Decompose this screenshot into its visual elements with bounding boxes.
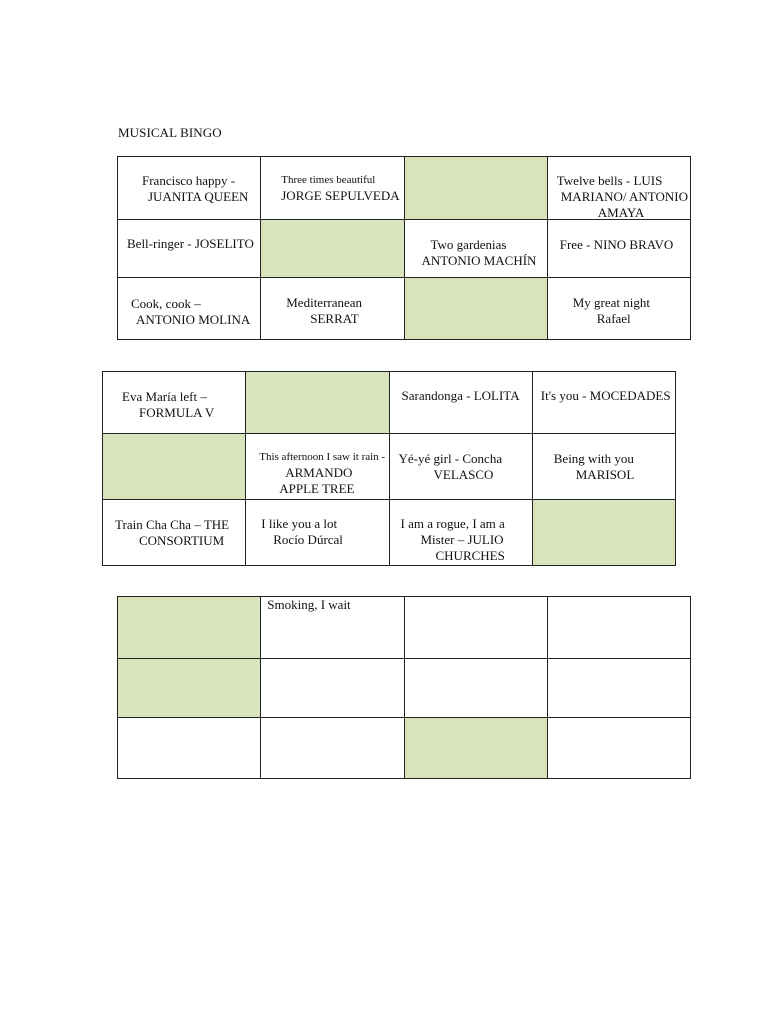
bingo-cell-blank bbox=[404, 718, 547, 779]
bingo-cell-empty bbox=[547, 718, 690, 779]
bingo-cell bbox=[547, 157, 690, 220]
bingo-cell bbox=[547, 278, 690, 340]
bingo-cell-blank bbox=[404, 278, 547, 340]
bingo-cell bbox=[532, 434, 675, 500]
song-line: Being with you bbox=[553, 451, 634, 466]
cell-text bbox=[560, 237, 674, 253]
bingo-cell bbox=[389, 434, 532, 500]
document-title: MUSICAL BINGO bbox=[118, 125, 222, 140]
cell-text bbox=[131, 296, 250, 328]
song-line: Mediterranean bbox=[286, 295, 363, 310]
cell-text bbox=[422, 237, 537, 269]
artist-line: CONSORTIUM bbox=[139, 533, 225, 548]
bingo-cell bbox=[103, 372, 246, 434]
song-line: Train Cha Cha – THE bbox=[115, 517, 230, 532]
artist-line: Rafael bbox=[596, 311, 631, 326]
bingo-cell bbox=[404, 220, 547, 278]
song-line: Cook, cook – bbox=[131, 296, 201, 311]
artist-line: VELASCO bbox=[433, 467, 494, 482]
artist-line: ANTONIO MOLINA bbox=[136, 312, 251, 327]
bingo-cell bbox=[389, 500, 532, 566]
bingo-cell-empty bbox=[404, 659, 547, 718]
bingo-card-2 bbox=[102, 371, 676, 566]
cell-text bbox=[122, 389, 214, 421]
bingo-cell-blank bbox=[532, 500, 675, 566]
song-line: Yé-yé girl - Concha bbox=[398, 451, 503, 466]
bingo-cell bbox=[532, 372, 675, 434]
bingo-cell bbox=[118, 278, 261, 340]
bingo-cell bbox=[547, 220, 690, 278]
artist-line: Mister – JULIO bbox=[420, 532, 504, 547]
artist-line: CHURCHES bbox=[435, 548, 505, 563]
artist-line: AMAYA bbox=[597, 205, 645, 220]
bingo-cell-empty bbox=[404, 597, 547, 659]
bingo-cell-empty bbox=[261, 659, 404, 718]
bingo-cell-empty bbox=[118, 718, 261, 779]
bingo-cell bbox=[261, 597, 404, 659]
cell-text bbox=[286, 295, 362, 327]
song-line: This afternoon I saw it rain - bbox=[259, 451, 386, 463]
bingo-cell bbox=[246, 434, 389, 500]
artist-line: SERRAT bbox=[310, 311, 359, 326]
bingo-cell bbox=[118, 157, 261, 220]
cell-text bbox=[402, 388, 520, 404]
song-line: Bell-ringer - JOSELITO bbox=[127, 236, 254, 251]
bingo-cell-blank bbox=[261, 220, 404, 278]
cell-text bbox=[267, 597, 350, 613]
artist-line: JORGE SEPULVEDA bbox=[281, 188, 400, 203]
bingo-cell-blank bbox=[118, 597, 261, 659]
artist-line: JUANITA QUEEN bbox=[148, 189, 249, 204]
song-line: It's you - MOCEDADES bbox=[540, 388, 671, 403]
song-line: Eva María left – bbox=[122, 389, 207, 404]
cell-text bbox=[401, 516, 505, 564]
bingo-cell-empty bbox=[547, 659, 690, 718]
cell-text bbox=[142, 173, 248, 205]
cell-text bbox=[115, 517, 229, 549]
bingo-cell-blank bbox=[404, 157, 547, 220]
song-line: Smoking, I wait bbox=[267, 597, 351, 612]
song-line: I like you a lot bbox=[261, 516, 338, 531]
artist-line: MARIANO/ ANTONIO bbox=[560, 189, 688, 204]
song-line: Three times beautiful bbox=[281, 174, 376, 186]
cell-text bbox=[541, 388, 671, 404]
bingo-card-1 bbox=[117, 156, 691, 340]
bingo-cell bbox=[118, 220, 261, 278]
artist-line: FORMULA V bbox=[139, 405, 215, 420]
cell-text bbox=[259, 449, 385, 497]
bingo-cell bbox=[389, 372, 532, 434]
bingo-cell-empty bbox=[261, 718, 404, 779]
bingo-cell-blank bbox=[118, 659, 261, 718]
song-line: Sarandonga - LOLITA bbox=[401, 388, 520, 403]
cell-text bbox=[261, 516, 343, 548]
song-line: Two gardenias bbox=[430, 237, 507, 252]
cell-text bbox=[557, 173, 688, 221]
song-line: Free - NINO BRAVO bbox=[559, 237, 674, 252]
cell-text bbox=[554, 451, 635, 483]
song-line: I am a rogue, I am a bbox=[400, 516, 505, 531]
song-line: Francisco happy - bbox=[142, 173, 236, 188]
bingo-card-3 bbox=[117, 596, 691, 779]
song-line: My great night bbox=[572, 295, 651, 310]
cell-text bbox=[281, 173, 399, 204]
artist-line: Rocío Dúrcal bbox=[273, 532, 343, 547]
cell-text bbox=[399, 451, 503, 483]
cell-text bbox=[573, 295, 650, 327]
bingo-cell bbox=[103, 500, 246, 566]
bingo-cell bbox=[261, 157, 404, 220]
artist-line: APPLE TREE bbox=[279, 481, 355, 496]
artist-line: ANTONIO MACHÍN bbox=[421, 253, 537, 268]
bingo-cell bbox=[261, 278, 404, 340]
cell-text bbox=[127, 236, 254, 252]
bingo-cell-empty bbox=[547, 597, 690, 659]
artist-line: ARMANDO bbox=[285, 465, 353, 480]
artist-line: MARISOL bbox=[575, 467, 635, 482]
bingo-cell-blank bbox=[103, 434, 246, 500]
bingo-cell-blank bbox=[246, 372, 389, 434]
bingo-cell bbox=[246, 500, 389, 566]
song-line: Twelve bells - LUIS bbox=[556, 173, 663, 188]
